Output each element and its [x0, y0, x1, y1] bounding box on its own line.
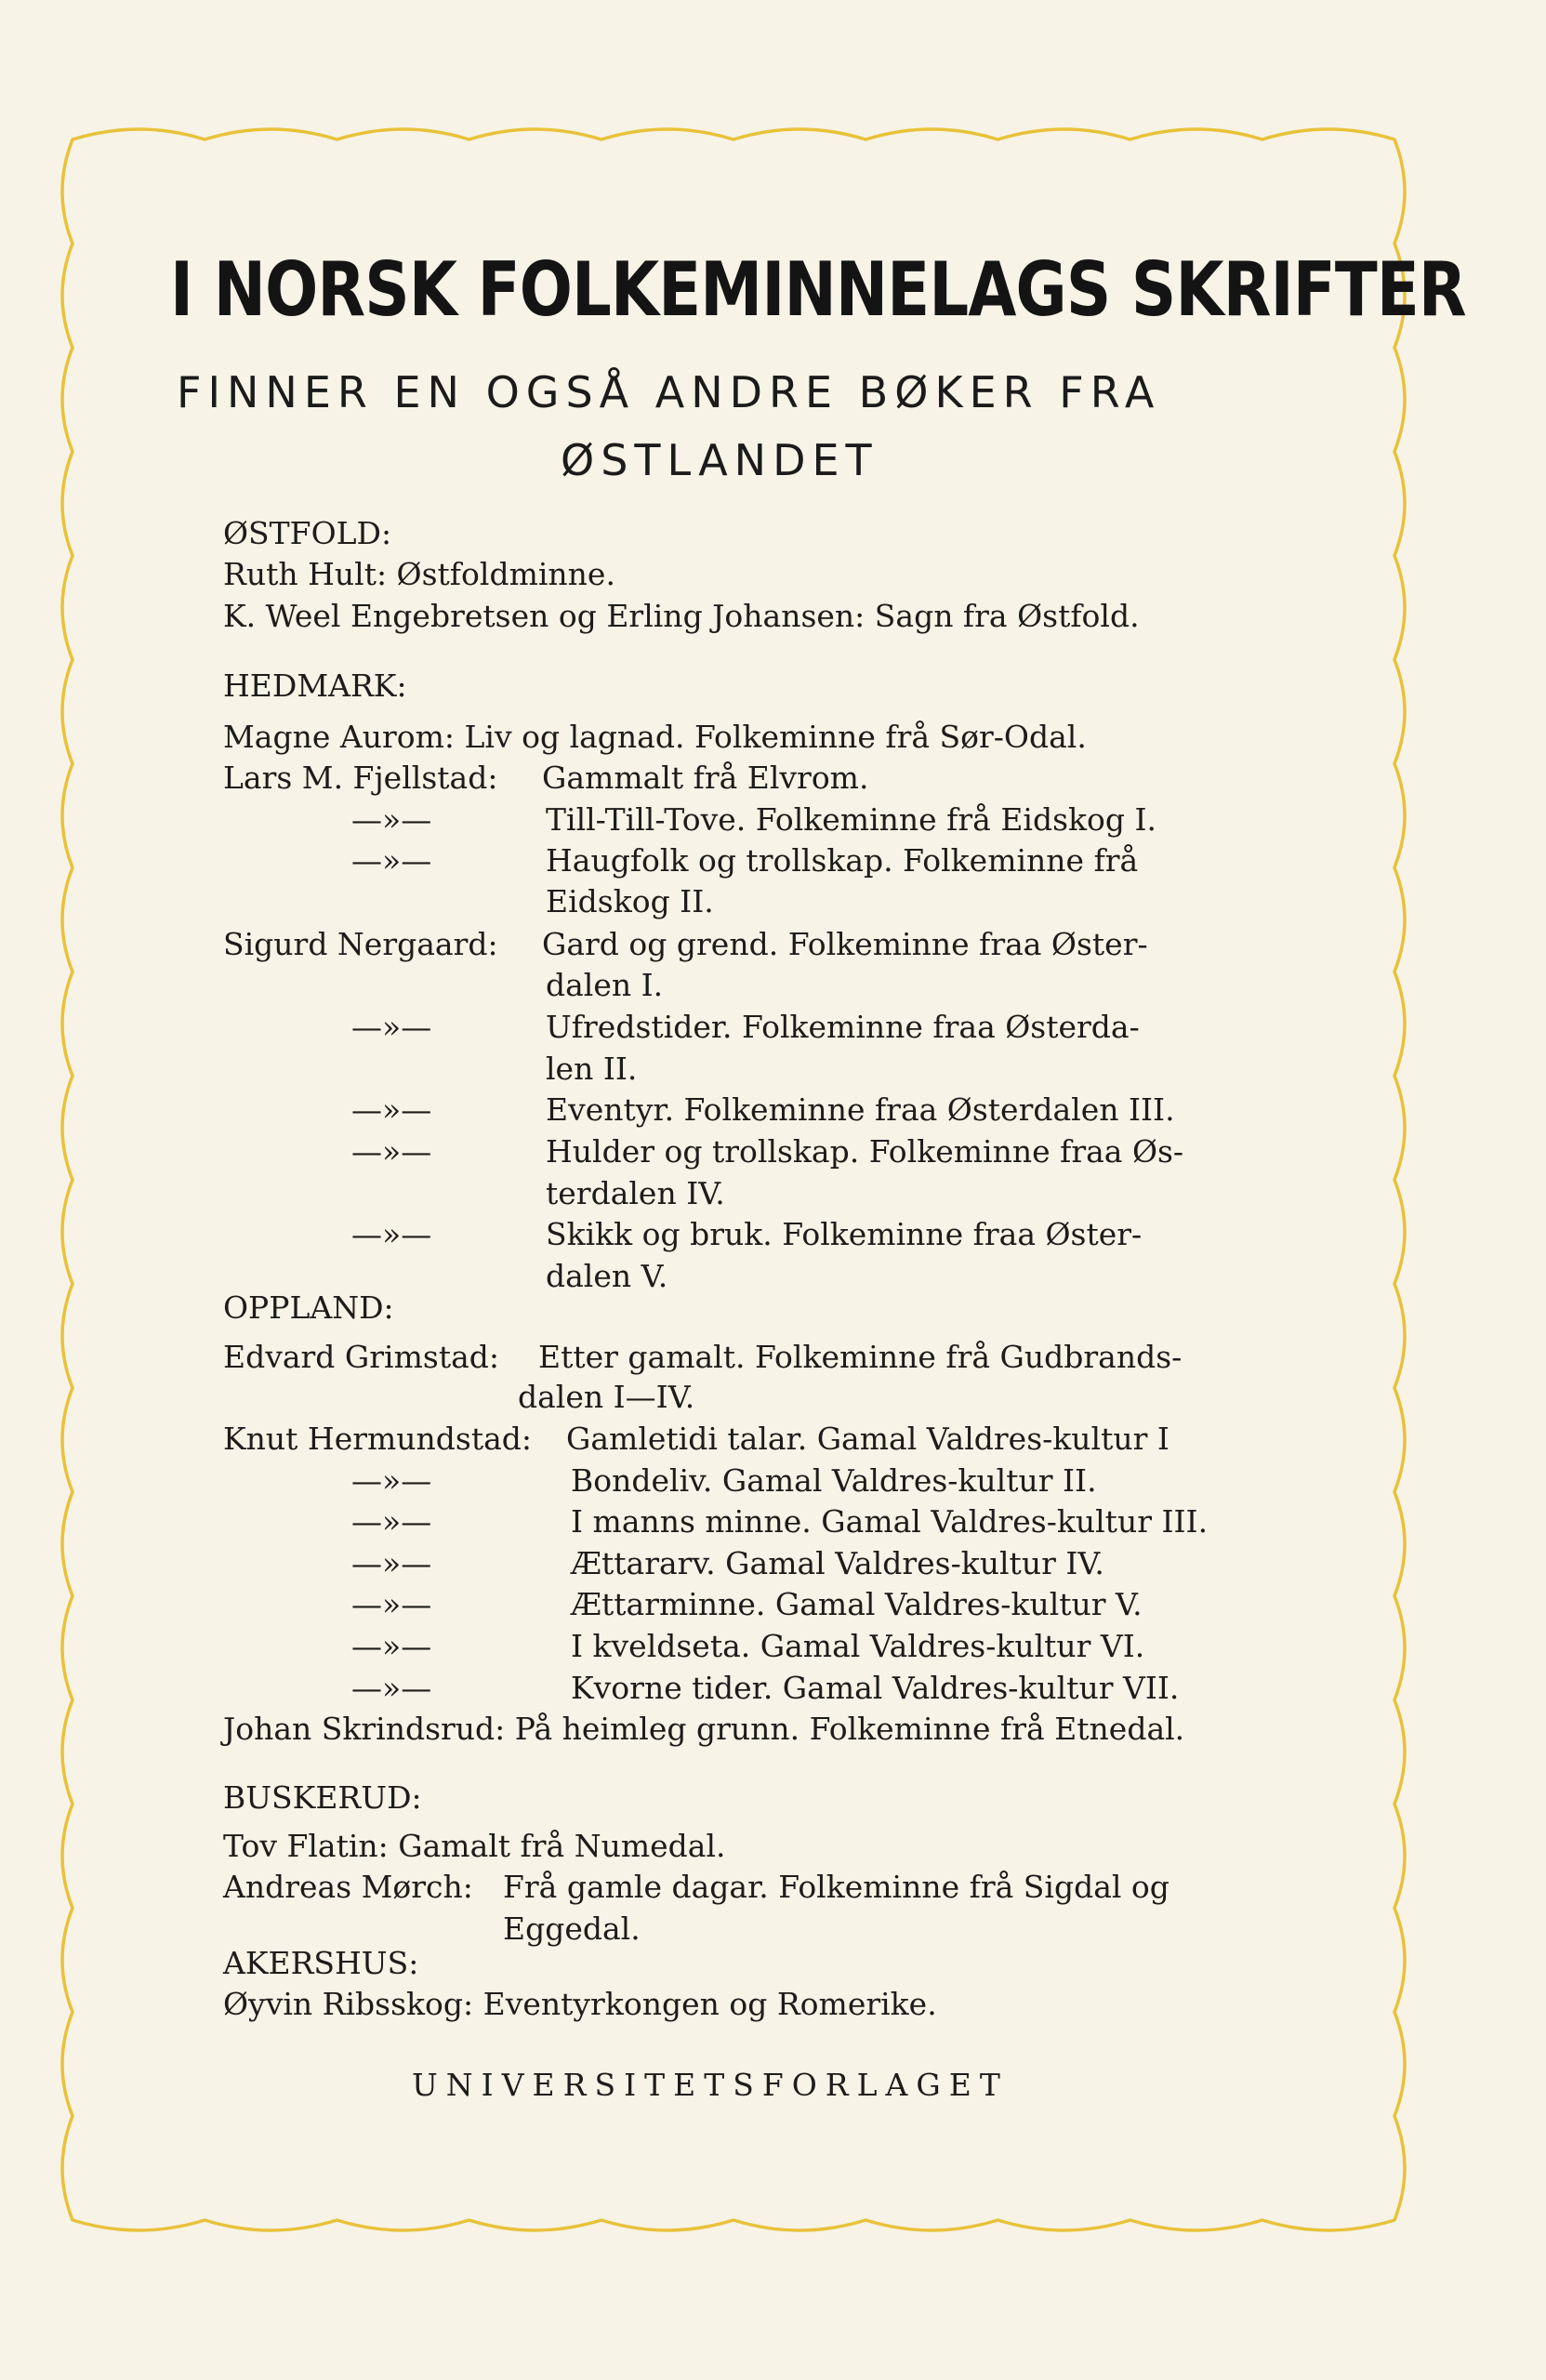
ditto-mark: —»—: [351, 1091, 432, 1128]
book-title-continued: dalen I.: [546, 967, 664, 1003]
ditto-mark: —»—: [351, 1216, 432, 1252]
ditto-mark: —»—: [351, 842, 432, 879]
ditto-mark: —»—: [351, 1670, 432, 1706]
ditto-mark: —»—: [351, 1545, 432, 1581]
author-name: Lars M. Fjellstad:: [223, 760, 498, 796]
book-title-continued: dalen I—IV.: [518, 1379, 695, 1415]
book-title: Gammalt frå Elvrom.: [542, 760, 869, 796]
author-name: Edvard Grimstad:: [223, 1339, 500, 1375]
list-item: Johan Skrindsrud: På heimleg grunn. Folkeminne frå Etnedal.: [223, 1711, 1185, 1747]
list-item: Ruth Hult: Østfoldminne.: [223, 556, 615, 592]
author-name: Sigurd Nergaard:: [223, 926, 498, 962]
ditto-mark: —»—: [351, 1009, 432, 1045]
book-title: Till-Till-Tove. Folkeminne frå Eidskog I.: [546, 801, 1157, 838]
author-name: Knut Hermundstad:: [223, 1421, 533, 1457]
book-title: Gamletidi talar. Gamal Valdres-kultur I: [566, 1421, 1169, 1457]
ditto-mark: —»—: [351, 801, 432, 838]
subtitle-line-2: ØSTLANDET: [561, 435, 879, 485]
book-title: Skikk og bruk. Folkeminne fraa Øster-: [546, 1216, 1143, 1252]
list-item: Tov Flatin: Gamalt frå Numedal.: [223, 1828, 726, 1864]
ditto-mark: —»—: [351, 1628, 432, 1664]
book-title: Etter gamalt. Folkeminne frå Gudbrands-: [538, 1339, 1183, 1375]
author-name: Andreas Mørch:: [223, 1869, 473, 1905]
book-title-continued: dalen V.: [546, 1258, 668, 1294]
list-item: Øyvin Ribsskog: Eventyrkongen og Romerike.: [223, 1986, 937, 2022]
page-title: I NORSK FOLKEMINNELAGS SKRIFTER: [170, 246, 1466, 333]
book-title: Ufredstider. Folkeminne fraa Østerda-: [546, 1009, 1140, 1045]
book-title: Eventyr. Folkeminne fraa Østerdalen III.: [546, 1091, 1175, 1128]
book-title: Ættararv. Gamal Valdres-kultur IV.: [571, 1545, 1104, 1581]
section-heading-oppland: OPPLAND:: [223, 1289, 394, 1326]
ditto-mark: —»—: [351, 1133, 432, 1170]
ditto-mark: —»—: [351, 1586, 432, 1622]
book-title: Bondeliv. Gamal Valdres-kultur II.: [571, 1462, 1097, 1499]
list-item: Magne Aurom: Liv og lagnad. Folkeminne frå Sør-Odal.: [223, 719, 1087, 755]
section-heading-akershus: AKERSHUS:: [223, 1945, 419, 1981]
book-title-continued: Eidskog II.: [546, 883, 714, 919]
subtitle-line-1: FINNER EN OGSÅ ANDRE BØKER FRA: [177, 367, 1161, 417]
book-title: Kvorne tider. Gamal Valdres-kultur VII.: [571, 1670, 1180, 1706]
section-heading-buskerud: BUSKERUD:: [223, 1779, 422, 1816]
book-title: Frå gamle dagar. Folkeminne frå Sigdal og: [503, 1869, 1169, 1905]
book-title: I kveldseta. Gamal Valdres-kultur VI.: [571, 1628, 1145, 1664]
ditto-mark: —»—: [351, 1462, 432, 1499]
book-title: Gard og grend. Folkeminne fraa Øster-: [542, 926, 1148, 962]
book-title-continued: terdalen IV.: [546, 1175, 725, 1211]
book-title-continued: Eggedal.: [503, 1911, 641, 1947]
section-heading-ostfold: ØSTFOLD:: [223, 515, 392, 551]
book-title: Haugfolk og trollskap. Folkeminne frå: [546, 842, 1139, 879]
ditto-mark: —»—: [351, 1503, 432, 1540]
book-title: Hulder og trollskap. Folkeminne fraa Øs-: [546, 1133, 1184, 1170]
list-item: K. Weel Engebretsen og Erling Johansen: Sagn fra Østfold.: [223, 598, 1140, 634]
book-title: Ættarminne. Gamal Valdres-kultur V.: [571, 1586, 1143, 1622]
section-heading-hedmark: HEDMARK:: [223, 668, 407, 704]
publisher-name: UNIVERSITETSFORLAGET: [412, 2067, 1009, 2103]
book-title-continued: len II.: [546, 1051, 638, 1087]
book-title: I manns minne. Gamal Valdres-kultur III.: [571, 1503, 1209, 1540]
